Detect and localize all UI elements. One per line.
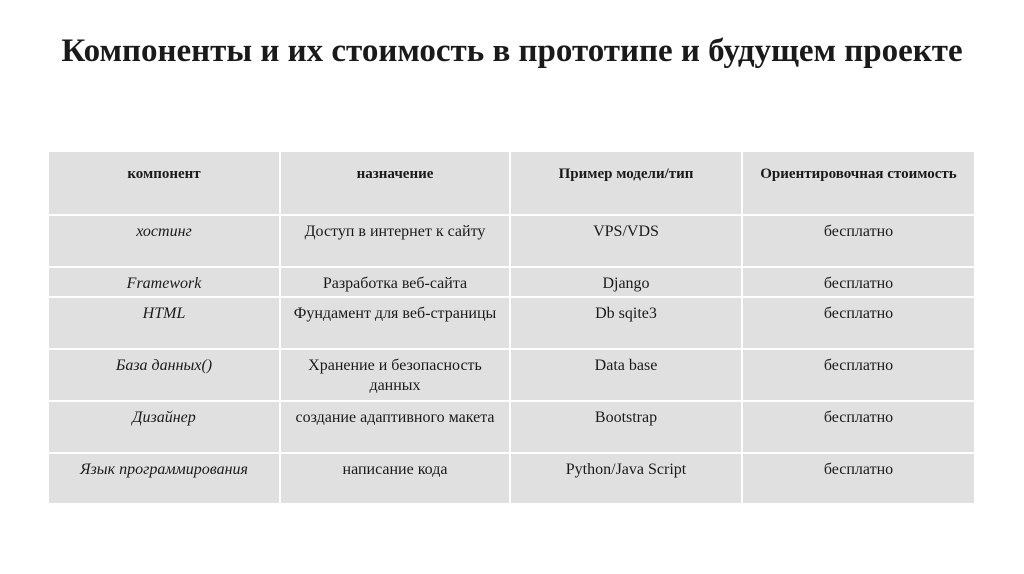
cell-cost: бесплатно xyxy=(742,349,974,401)
table-row xyxy=(49,297,974,349)
header-cost: Ориентировочная стоимость xyxy=(742,152,974,215)
header-example: Пример модели/тип xyxy=(510,152,742,215)
cell-component: HTML xyxy=(49,297,280,349)
table-header-row xyxy=(49,152,974,215)
cell-component: Дизайнер xyxy=(49,401,280,453)
cell-example: Django xyxy=(510,267,742,297)
cell-example: Db sqite3 xyxy=(510,297,742,349)
cell-cost: бесплатно xyxy=(742,215,974,267)
cell-cost: бесплатно xyxy=(823,461,894,478)
cell-example: Data base xyxy=(510,349,742,401)
cell-example: Bootstrap xyxy=(510,401,742,453)
cell-component: Framework xyxy=(49,267,280,297)
cell-purpose: написание кода xyxy=(280,453,510,503)
cell-purpose: создание адаптивного макета xyxy=(280,401,510,453)
cell-cost: бесплатно xyxy=(742,267,974,297)
cell-purpose: Хранение и безопасность данных xyxy=(280,349,510,401)
table-row xyxy=(49,349,974,401)
cell-component: База данных() xyxy=(49,349,280,401)
header-component: компонент xyxy=(49,152,280,215)
cell-example: Python/Java Script xyxy=(510,453,742,503)
cell-example: VPS/VDS xyxy=(510,215,742,267)
table-row xyxy=(49,267,974,297)
cell-purpose: Доступ в интернет к сайту xyxy=(280,215,510,267)
cell-cost: бесплатно xyxy=(742,401,974,453)
cell-purpose: Разработка веб-сайта xyxy=(280,267,510,297)
components-cost-table xyxy=(49,152,974,503)
slide-title: Компоненты и их стоимость в прототипе и будущем проекте xyxy=(61,33,963,69)
table-row xyxy=(49,401,974,453)
cell-component: хостинг xyxy=(49,215,280,267)
header-purpose: назначение xyxy=(280,152,510,215)
table-row xyxy=(49,215,974,267)
cell-purpose: Фундамент для веб-страницы xyxy=(280,297,510,349)
cell-component: Язык программирования xyxy=(49,453,280,503)
table-row xyxy=(49,453,974,503)
cell-cost: бесплатно xyxy=(742,297,974,349)
